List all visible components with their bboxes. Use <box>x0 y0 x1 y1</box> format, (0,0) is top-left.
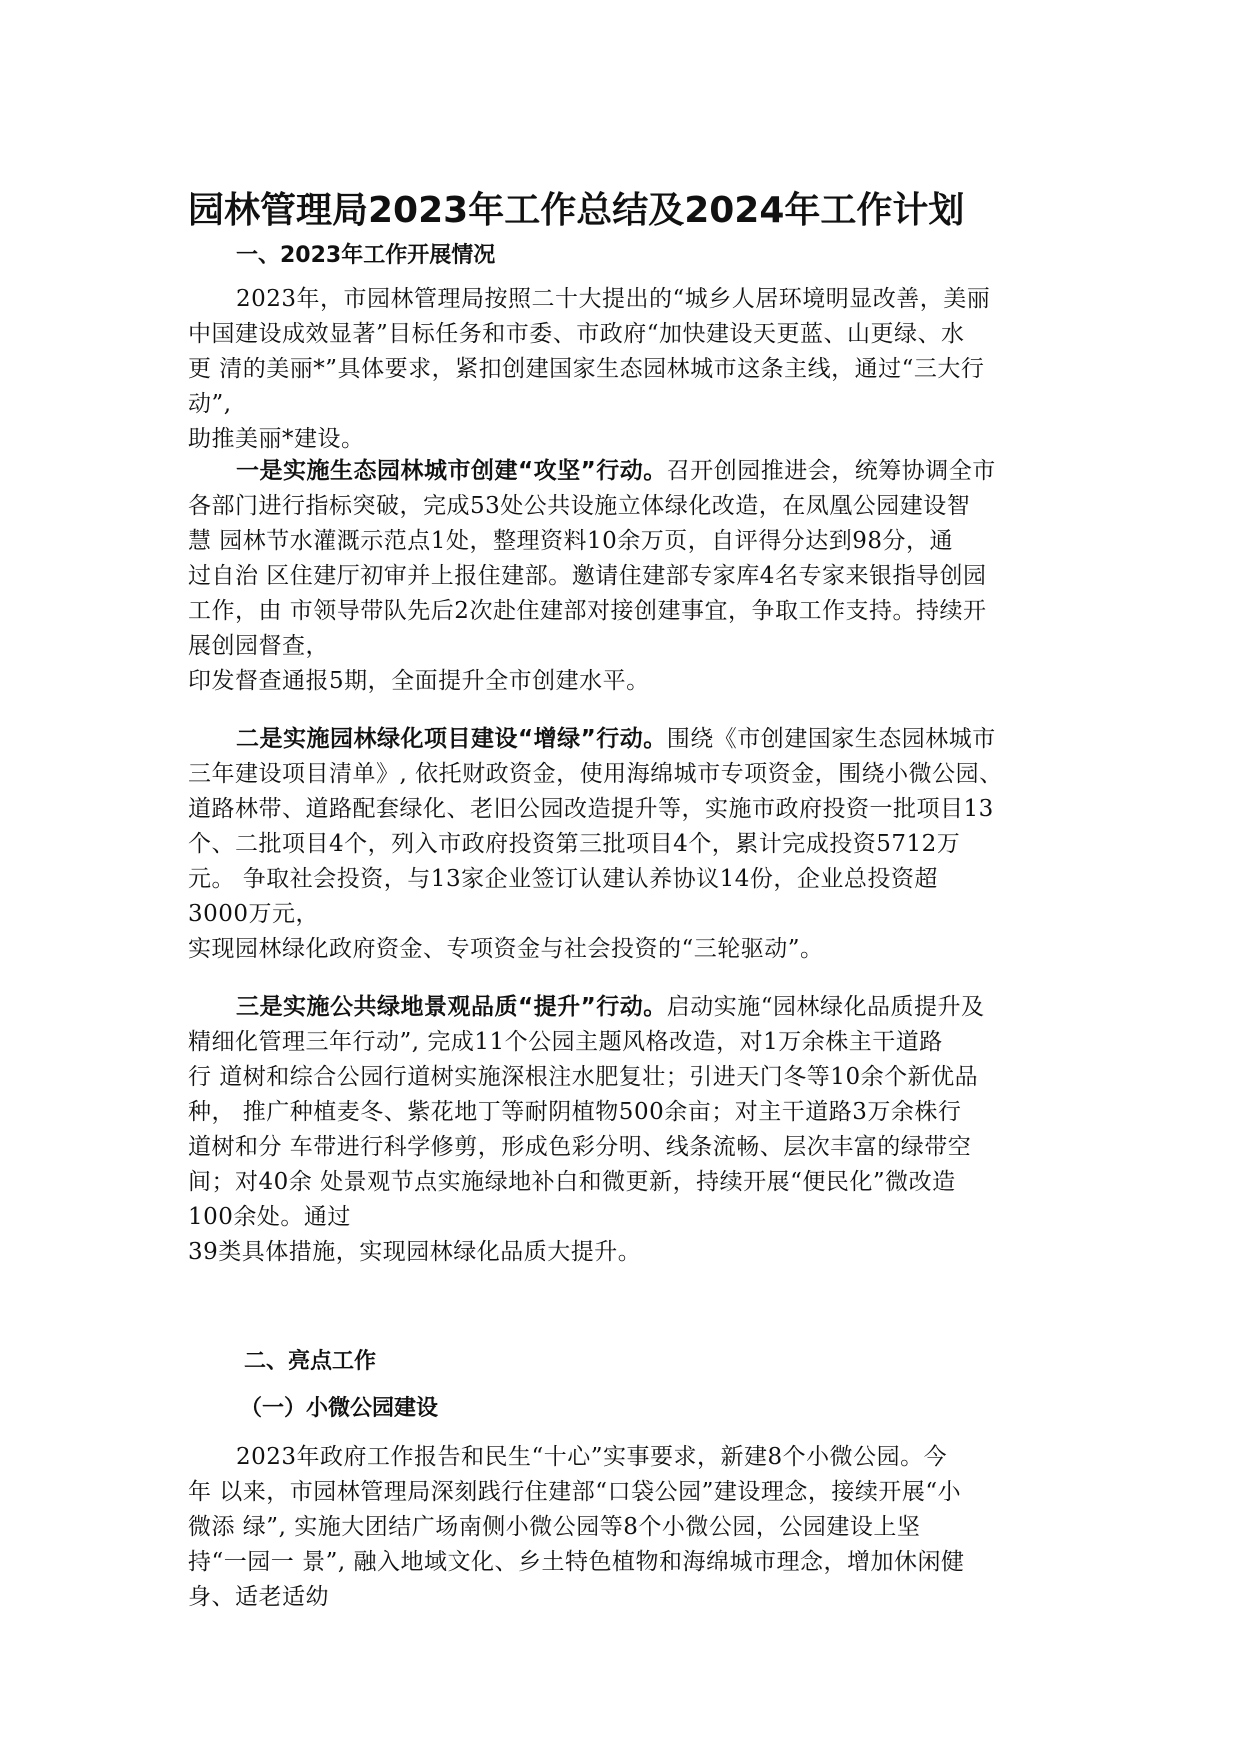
intro-paragraph <box>188 282 1048 457</box>
subsection-heading-micro-parks: （一）小微公园建设 <box>240 1396 439 1421</box>
paragraph-first-line <box>188 990 1048 1025</box>
item-paragraph-quality-upgrade <box>188 990 1048 1270</box>
paragraph-line: 种， 推广种植麦冬、紫花地丁等耐阴植物500余亩；对主干道路3万余株行 <box>188 1099 962 1125</box>
paragraph-line: 持“一园一 景”, 融入地域文化、乡土特色植物和海绵城市理念，增加休闲健 <box>188 1549 965 1575</box>
paragraph-line: 工作，由 市领导带队先后2次赴住建部对接创建事宜，争取工作支持。持续开 <box>188 598 987 624</box>
section-heading-highlights: 二、亮点工作 <box>244 1349 377 1374</box>
paragraph-line: 3000万元， <box>188 901 320 927</box>
paragraph-line: 展创园督查， <box>188 633 329 659</box>
paragraph-line: 间；对40余 处景观节点实施绿地补白和微更新，持续开展“便民化”微改造 <box>188 1169 956 1195</box>
paragraph-text: 围绕《市创建国家生态园林城市 <box>666 726 996 752</box>
paragraph-first-line <box>188 454 1048 489</box>
item-paragraph-garden-city <box>188 454 1048 699</box>
paragraph-text: 启动实施“园林绿化品质提升及 <box>666 994 985 1020</box>
paragraph-line: 助推美丽*建设。 <box>188 426 365 452</box>
item-paragraph-greening-projects <box>188 722 1048 967</box>
paragraph-lead: 三是实施公共绿地景观品质“提升”行动。 <box>236 994 667 1020</box>
paragraph-line: 年 以来，市园林管理局深刻践行住建部“口袋公园”建设理念，接续开展“小 <box>188 1479 962 1505</box>
paragraph-line: 精细化管理三年行动”, 完成11个公园主题风格改造，对1万余株主干道路 <box>188 1029 943 1055</box>
paragraph-lead: 一是实施生态园林城市创建“攻坚”行动。 <box>236 458 667 484</box>
paragraph-line: 动”, <box>188 391 232 417</box>
paragraph-text: 召开创园推进会，统筹协调全市 <box>666 458 996 484</box>
paragraph-line: 2023年政府工作报告和民生“十心”实事要求，新建8个小微公园。今 <box>236 1444 948 1470</box>
paragraph-line: 三年建设项目清单》, 依托财政资金，使用海绵城市专项资金，围绕小微公园、 <box>188 761 1003 787</box>
paragraph-line: 身、适老适幼 <box>188 1584 329 1610</box>
paragraph-line: 100余处。通过 <box>188 1204 351 1230</box>
paragraph-line: 道路林带、道路配套绿化、老旧公园改造提升等，实施市政府投资一批项目13 <box>188 796 994 822</box>
paragraph-first-line <box>188 722 1048 757</box>
paragraph-line: 39类具体措施，实现园林绿化品质大提升。 <box>188 1239 642 1265</box>
paragraph-line: 更 清的美丽*”具体要求，紧扣创建国家生态园林城市这条主线，通过“三大行 <box>188 356 985 382</box>
paragraph-line: 微添 绿”, 实施大团结广场南侧小微公园等8个小微公园，公园建设上坚 <box>188 1514 921 1540</box>
paragraph-line: 行 道树和综合公园行道树实施深根注水肥复壮；引进天门冬等10余个新优品 <box>188 1064 979 1090</box>
document-title: 园林管理局2023年工作总结及2024年工作计划 <box>188 190 965 231</box>
paragraph-line: 各部门进行指标突破，完成53处公共设施立体绿化改造，在凤凰公园建设智 <box>188 493 971 519</box>
paragraph-line: 元。 争取社会投资，与13家企业签订认建认养协议14份，企业总投资超 <box>188 866 938 892</box>
paragraph-line: 慧 园林节水灌溉示范点1处，整理资料10余万页，自评得分达到98分，通 <box>188 528 953 554</box>
paragraph-lead: 二是实施园林绿化项目建设“增绿”行动。 <box>236 726 667 752</box>
paragraph-line: 个、二批项目4个，列入市政府投资第三批项目4个，累计完成投资5712万 <box>188 831 961 857</box>
paragraph-line: 过自治 区住建厅初审并上报住建部。邀请住建部专家库4名专家来银指导创园 <box>188 563 987 589</box>
paragraph-line: 2023年，市园林管理局按照二十大提出的“城乡人居环境明显改善，美丽 <box>236 286 991 312</box>
paragraph-line: 道树和分 车带进行科学修剪，形成色彩分明、线条流畅、层次丰富的绿带空 <box>188 1134 972 1160</box>
micro-parks-paragraph <box>188 1440 1048 1615</box>
paragraph-line: 印发督查通报5期，全面提升全市创建水平。 <box>188 668 650 694</box>
paragraph-line: 中国建设成效显著”目标任务和市委、市政府“加快建设天更蓝、山更绿、水 <box>188 321 965 347</box>
paragraph-line: 实现园林绿化政府资金、专项资金与社会投资的“三轮驱动”。 <box>188 936 824 962</box>
section-heading-work-status: 一、2023年工作开展情况 <box>236 243 496 268</box>
